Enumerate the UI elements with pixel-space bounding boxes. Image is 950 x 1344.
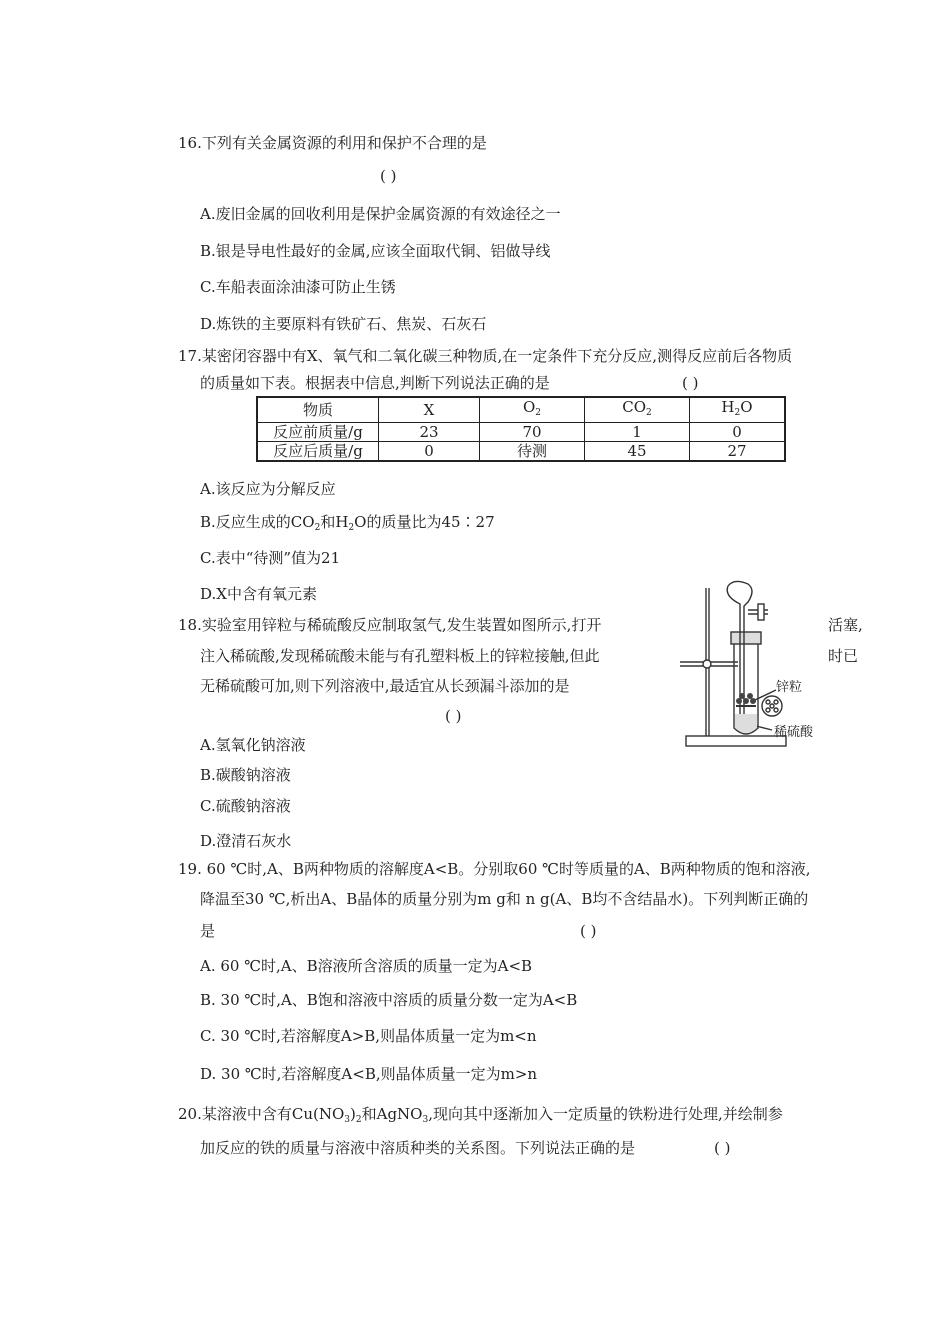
q19-stem-line3: 是	[200, 922, 216, 940]
q19-stem-line2: 降温至30 ℃,析出A、B晶体的质量分别为m g和 n g(A、B均不含结晶水)。下列判断正确的	[200, 890, 809, 908]
q16-option-a: A.废旧金属的回收利用是保护金属资源的有效途径之一	[200, 205, 561, 223]
q19-option-b: B. 30 ℃时,A、B饱和溶液中溶质的质量分数一定为A<B	[200, 991, 578, 1009]
q16-stem: 16.下列有关金属资源的利用和保护不合理的是	[178, 134, 487, 152]
q17-stem-line2: 的质量如下表。根据表中信息,判断下列说法正确的是	[200, 374, 550, 392]
q18-option-d: D.澄清石灰水	[200, 832, 292, 850]
table-row	[257, 423, 785, 442]
q16-option-b: B.银是导电性最好的金属,应该全面取代铜、铝做导线	[200, 242, 551, 260]
q16-option-c: C.车船表面涂油漆可防止生锈	[200, 278, 396, 296]
table-cell: 待测	[480, 442, 585, 462]
table-cell: 27	[690, 442, 786, 462]
table-row	[257, 442, 785, 462]
hydrogen-generator-figure	[676, 580, 826, 752]
q17-option-c: C.表中“待测”值为21	[200, 549, 341, 567]
q17-data-table	[256, 396, 786, 462]
q19-option-c: C. 30 ℃时,若溶解度A>B,则晶体质量一定为m<n	[200, 1027, 537, 1045]
table-cell: 23	[379, 423, 480, 442]
q18-option-c: C.硫酸钠溶液	[200, 797, 291, 815]
q18-stem-line2: 注入稀硫酸,发现稀硫酸未能与有孔塑料板上的锌粒接触,但此	[200, 647, 600, 665]
table-header-cell: $H_2O$	[690, 397, 786, 423]
q20-stem-line2: 加反应的铁的质量与溶液中溶质种类的关系图。下列说法正确的是	[200, 1139, 636, 1157]
table-cell: 70	[480, 423, 585, 442]
q18-option-b: B.碳酸钠溶液	[200, 766, 291, 784]
q17-option-b: B.反应生成的$CO_2$和$H_2O$的质量比为45∶27	[200, 513, 495, 533]
table-cell: 45	[585, 442, 690, 462]
table-header-cell: $CO_2$	[585, 397, 690, 423]
table-header-row	[257, 397, 785, 423]
q18-answer-blank: ( )	[445, 707, 462, 725]
q18-stem-line1: 18.实验室用锌粒与稀硫酸反应制取氢气,发生装置如图所示,打开	[178, 616, 602, 634]
table-header-cell: $O_2$	[480, 397, 585, 423]
table-cell: 0	[379, 442, 480, 462]
q18-option-a: A.氢氧化钠溶液	[200, 736, 306, 754]
q20-stem-line1: 20.某溶液中含有$Cu(NO_3)_2$和AgNO$_3$,现向其中逐渐加入一定质量的铁粉进行处理,并绘制参	[178, 1105, 783, 1125]
table-cell: 0	[690, 423, 786, 442]
q18-stem-line3: 无稀硫酸可加,则下列溶液中,最适宜从长颈漏斗添加的是	[200, 677, 570, 695]
q19-option-d: D. 30 ℃时,若溶解度A<B,则晶体质量一定为m>n	[200, 1065, 538, 1083]
q20-answer-blank: ( )	[714, 1139, 731, 1157]
q18-stem-line2-end: 时已	[828, 647, 859, 665]
table-header-cell: 物质	[257, 397, 379, 423]
figure-label-acid: 稀硫酸	[774, 725, 814, 740]
q19-option-a: A. 60 ℃时,A、B溶液所含溶质的质量一定为A<B	[200, 957, 533, 975]
table-cell: 反应后质量/g	[257, 442, 379, 462]
q16-answer-blank: ( )	[380, 167, 397, 185]
table-header-cell: X	[379, 397, 480, 423]
table-cell: 1	[585, 423, 690, 442]
figure-label-zinc: 锌粒	[776, 680, 803, 695]
q17-option-d: D.X中含有氧元素	[200, 585, 317, 603]
q18-stem-line1-end: 活塞,	[828, 616, 863, 634]
q19-answer-blank: ( )	[580, 922, 597, 940]
q16-option-d: D.炼铁的主要原料有铁矿石、焦炭、石灰石	[200, 315, 487, 333]
table-cell: 反应前质量/g	[257, 423, 379, 442]
q19-stem-line1: 19. 60 ℃时,A、B两种物质的溶解度A<B。分别取60 ℃时等质量的A、B两种物质的饱和溶液,	[178, 860, 811, 878]
q17-answer-blank: ( )	[682, 374, 699, 392]
q17-option-a: A.该反应为分解反应	[200, 480, 336, 498]
q17-stem-line1: 17.某密闭容器中有X、氧气和二氧化碳三种物质,在一定条件下充分反应,测得反应前后各物质	[178, 347, 793, 365]
